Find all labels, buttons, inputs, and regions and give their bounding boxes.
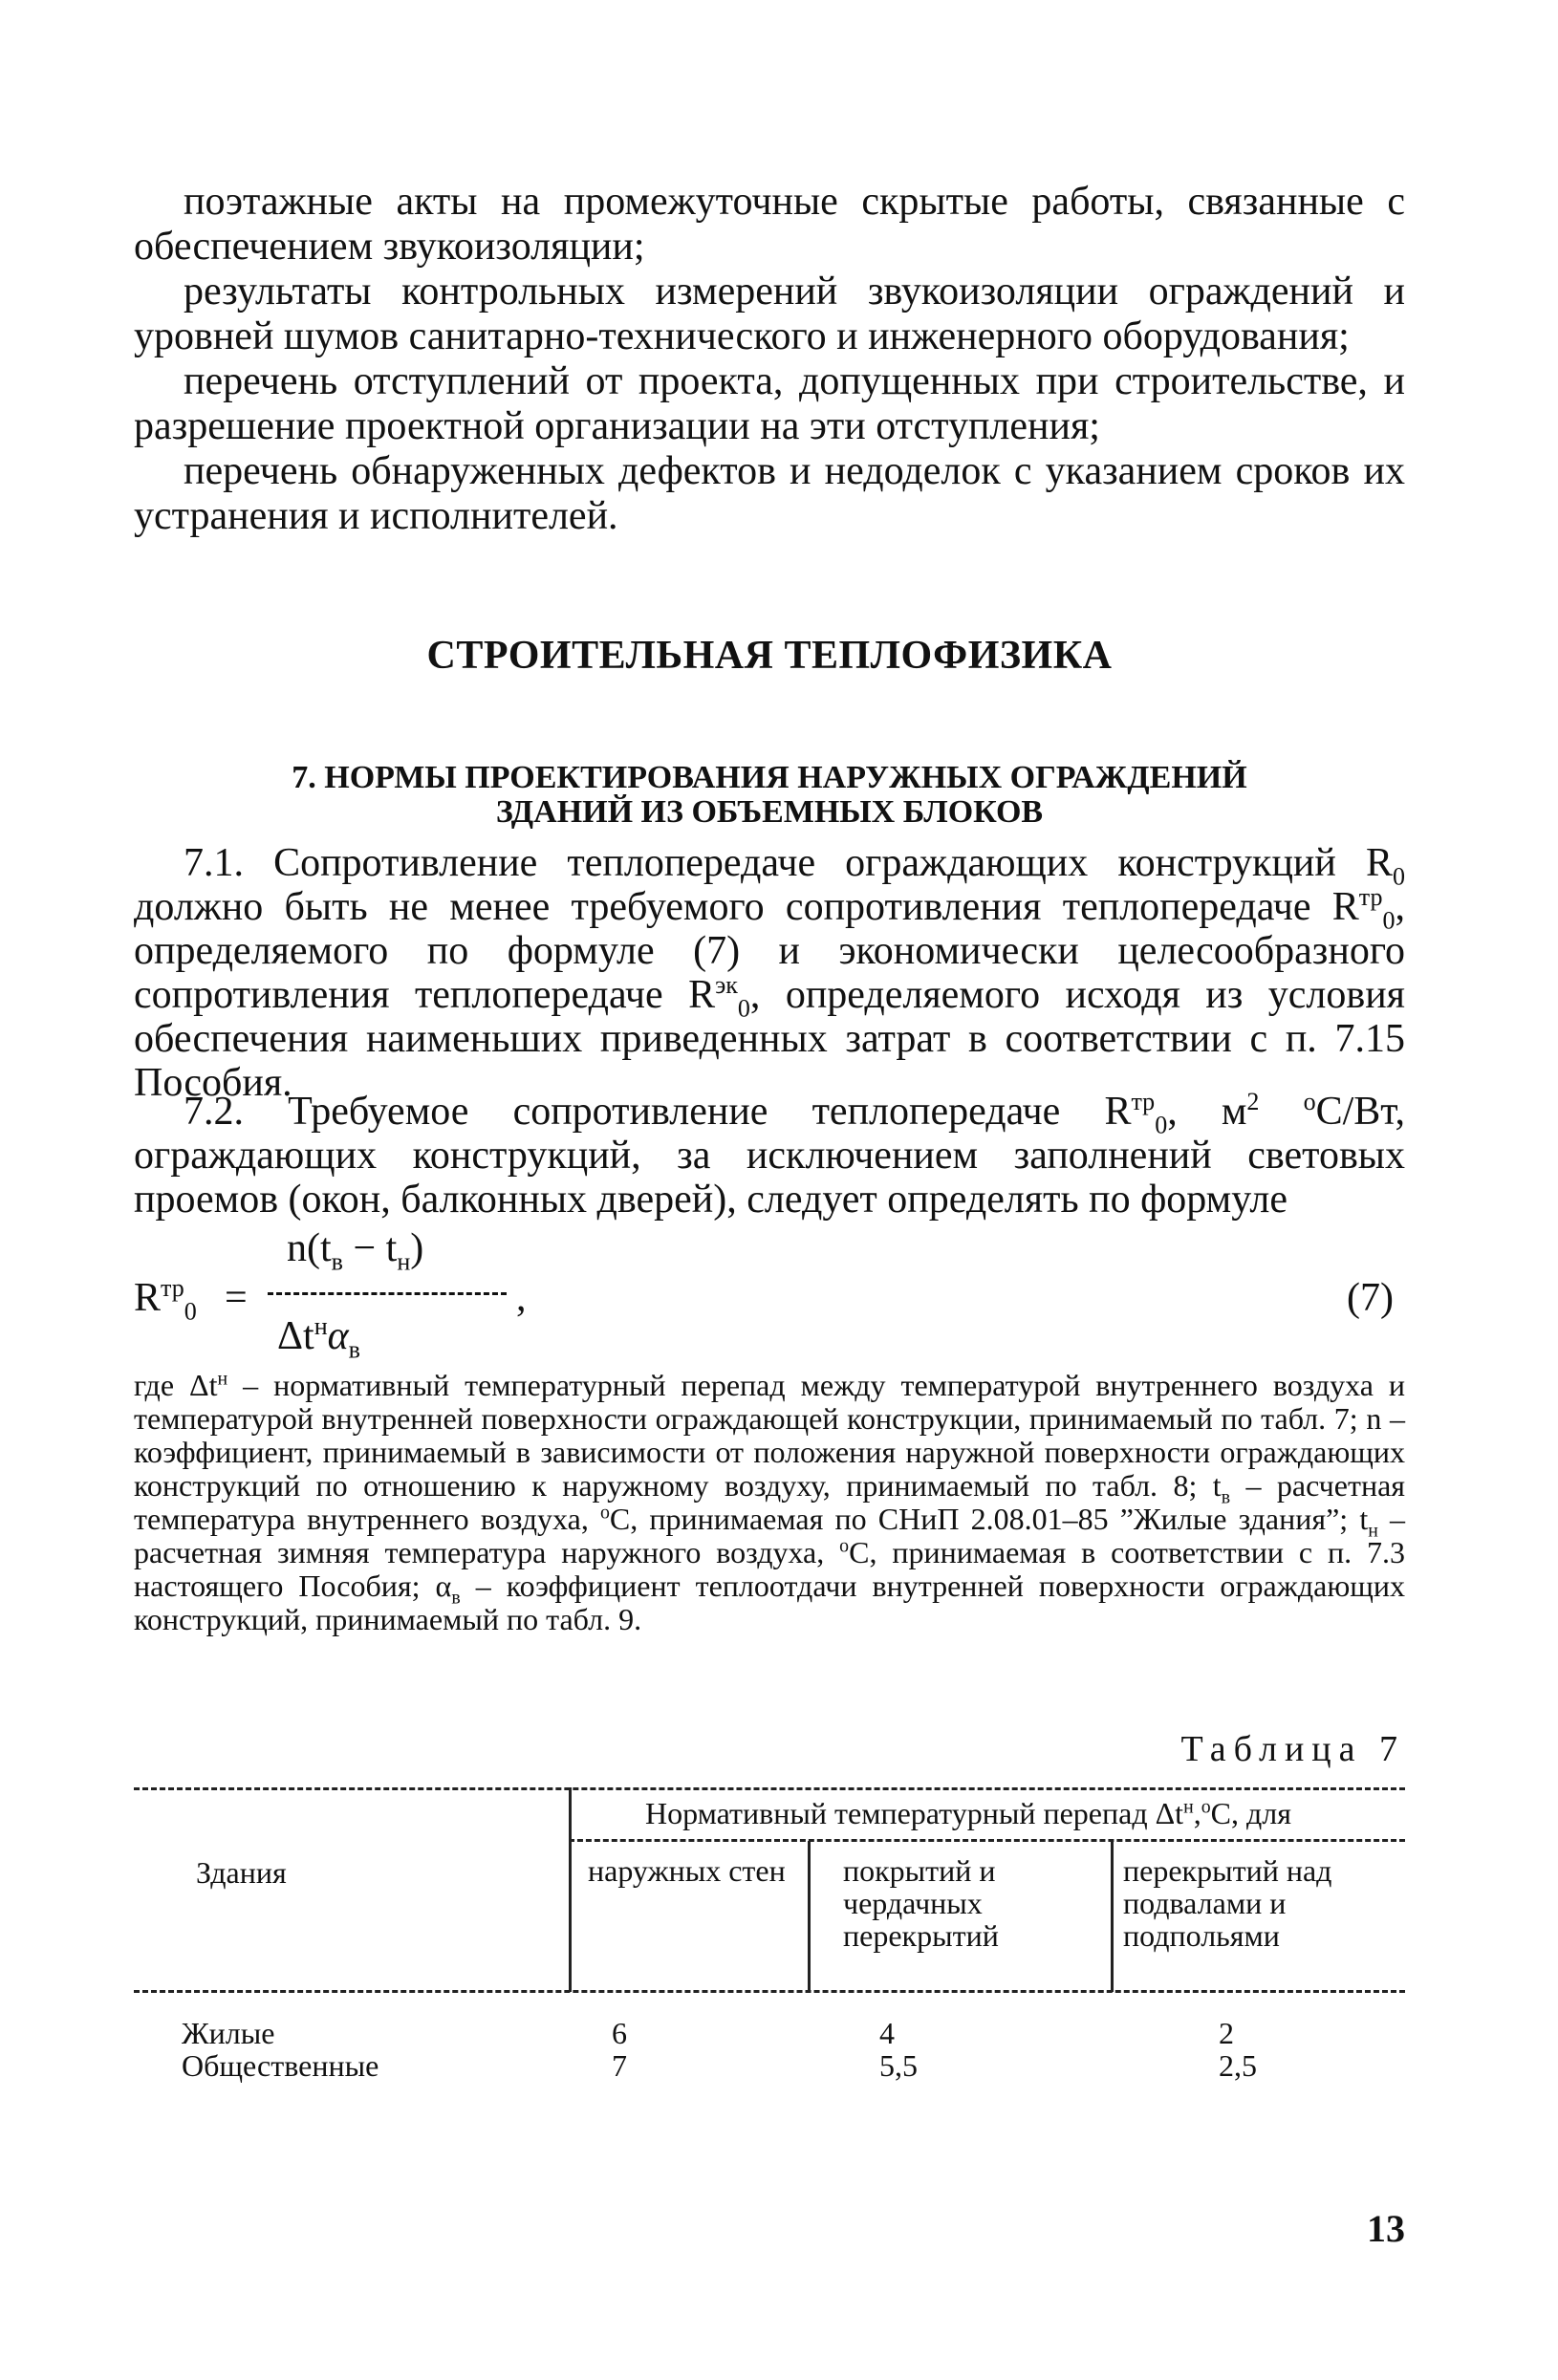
formula-fraction-bar	[268, 1292, 507, 1295]
table-row-1-name: Жилые	[182, 2016, 275, 2050]
table-header-rule	[134, 1990, 1405, 1993]
intro-paragraph-2: результаты контрольных измерений звукоизоляции ограждений и уровней шумов санитарно-технического и инженерного оборудования;	[134, 270, 1405, 358]
chapter-title-line-1: 7. НОРМЫ ПРОЕКТИРОВАНИЯ НАРУЖНЫХ ОГРАЖДЕНИЙ	[292, 760, 1247, 795]
table-header-buildings: Здания	[196, 1855, 287, 1890]
paragraph-7-1: 7.1. Сопротивление теплопередаче ограждающих конструкций $R_0$ должно быть не менее требуемого сопротивления теплопередаче $R^{тр}_0$, определяемого по формуле (7) и экономически целесообразного сопротивления теплопередаче $R^{эк}_0$, определяемого исходя из условия обеспечения наименьших приведенных затрат в соответствии с п. 7.15 Пособия.	[134, 841, 1405, 1105]
table-group-rule	[569, 1839, 1405, 1842]
table-vline-1	[569, 1787, 572, 1992]
formula-denominator: $\Delta t^н\alpha_в$	[277, 1312, 360, 1364]
table-header-col-2: покрытий и чердачных перекрытий	[843, 1853, 999, 1953]
table-vline-3	[1111, 1841, 1114, 1992]
table-top-rule	[134, 1787, 1405, 1790]
paragraph-7-2: 7.2. Требуемое сопротивление теплопередаче $R^{тр}_0$, $м^2$ $^о$С/Вт, ограждающих конструкций, за исключением заполнений световых проемов (окон, балконных дверей), следует определять по формуле	[134, 1088, 1405, 1222]
formula-equals: =	[225, 1276, 248, 1320]
intro-paragraph-1: поэтажные акты на промежуточные скрытые работы, связанные с обеспечением звукоизоляции;	[134, 180, 1405, 269]
chapter-title-line-2: ЗДАНИЙ ИЗ ОБЪЕМНЫХ БЛОКОВ	[495, 794, 1044, 830]
table-7	[134, 1787, 1405, 2103]
table-caption: Таблица 7	[1180, 1729, 1405, 1769]
formula-7	[134, 1225, 1405, 1378]
page-number: 13	[1367, 2207, 1405, 2250]
table-row-2-col-3: 2,5	[1219, 2048, 1257, 2083]
intro-paragraph-3: перечень отступлений от проекта, допущенных при строительстве, и разрешение проектной организации на эти отступления;	[134, 359, 1405, 448]
table-header-col-1: наружных стен	[588, 1853, 786, 1888]
formula-comma: ,	[516, 1276, 527, 1320]
formula-numerator: $n(t_в - t_н)$	[287, 1226, 424, 1276]
intro-paragraph-4: перечень обнаруженных дефектов и недоделок с указанием сроков их устранения и исполнителей.	[134, 449, 1405, 538]
table-row-2-col-1: 7	[612, 2048, 627, 2083]
table-row-1-col-2: 4	[879, 2016, 895, 2050]
table-vline-2	[808, 1841, 811, 1992]
formula-lhs: $R^{тр}_0$	[134, 1274, 197, 1326]
table-group-header: Нормативный температурный перепад $\Delta t^н,^оС$, для	[645, 1796, 1291, 1830]
table-row-2-col-2: 5,5	[879, 2048, 918, 2083]
formula-explanation: где $\Delta t^н$ – нормативный температурный перепад между температурой внутреннего воздуха и температурой внутренней поверхности ограждающей конструкции, принимаемый по табл. 7; n – коэффициент, принимаемый в зависимости от положения наружной поверхности ограждающих конструкций по отношению к наружному воздуху, принимаемый по табл. 8; $t_в$ – расчетная температура внутреннего воздуха, $^о$С, принимаемая по СНиП 2.08.01–85 ”Жилые здания”; $t_н$ – расчетная зимняя температура наружного воздуха, $^о$С, принимаемая в соответствии с п. 7.3 настоящего Пособия; $\alpha_в$ – коэффициент теплоотдачи внутренней поверхности ограждающих конструкций, принимаемый по табл. 9.	[134, 1368, 1406, 1636]
formula-number: (7)	[1347, 1276, 1394, 1320]
table-header-col-3: перекрытий над подвалами и подпольями	[1123, 1853, 1332, 1953]
table-row-1-col-3: 2	[1219, 2016, 1234, 2050]
chapter-title	[134, 761, 1405, 830]
table-row-2-name: Общественные	[182, 2048, 379, 2083]
section-title: СТРОИТЕЛЬНАЯ ТЕПЛОФИЗИКА	[426, 634, 1113, 678]
table-row-1-col-1: 6	[612, 2016, 627, 2050]
